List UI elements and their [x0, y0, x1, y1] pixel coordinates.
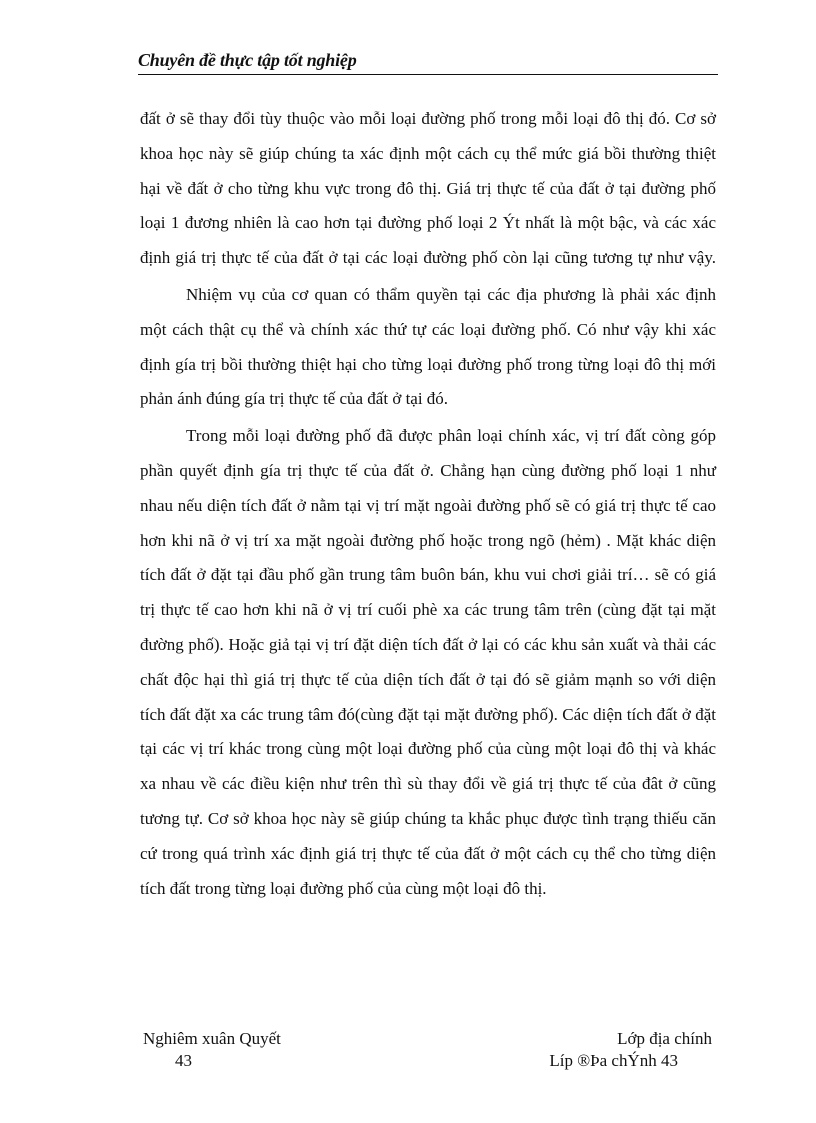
- paragraph-1: đất ở sẽ thay đổi tùy thuộc vào mỗi loại đường phố trong mỗi loại đô thị đó. Cơ sở khoa học này sẽ giúp chúng ta xác định một cách cụ thể mức giá bồi thường thiệt hại về đất ở cho từng khu vực trong đô thị. Giá trị thực tế của đất ở tại đường phố loại 1 đương nhiên là cao hơn tại đường phố loại 2 Ýt nhất là một bậc, và các xác định giá trị thực tế của đất ở tại các loại đường phố còn lại cũng tương tự như vậy.: [140, 109, 716, 268]
- footer-page-number: 43: [175, 1051, 192, 1070]
- page-header-title: Chuyên đề thực tập tốt nghiệp: [138, 50, 357, 70]
- paragraph-3: Trong mỗi loại đường phố đã được phân loại chính xác, vị trí đất còng góp phần quyết định gía trị thực tế của đất ở. Chẳng hạn cùng đường phố loại 1 như nhau nếu diện tích đất ở nằm tại vị trí mặt ngoài đường phố sẽ có giá trị thực tế cao hơn khi nã ở vị trí xa mặt ngoài đường phố hoặc trong ngõ (hẻm) . Mặt khác diện tích đất ở đặt tại đầu phố gần trung tâm buôn bán, khu vui chơi giải trí… sẽ có giá trị thực tế cao hơn khi nã ở vị trí cuối phè xa các trung tâm trên (cùng đặt tại mặt đường phố). Hoặc giả tại vị trí đặt diện tích đất ở lại có các khu sản xuất và thải các chất độc hại thì giá trị thực tế của diện tích đất ở tại đó sẽ giảm mạnh so với diện tích đất đặt xa các trung tâm đó(cùng đặt tại mặt đường phố). Các diện tích đất ở đặt tại các vị trí khác trong cùng một loại đường phố của cùng một loại đô thị và khác xa nhau về các điều kiện như trên thì sù thay đổi về giá trị thực tế của đât ở cũng tương tự. Cơ sở khoa học này sẽ giúp chúng ta khắc phục được tình trạng thiếu căn cứ trong quá trình xác định giá trị thực tế của đất ở một cách cụ thể cho từng diện tích đất trong từng loại đường phố của cùng một loại đô thị.: [140, 426, 716, 898]
- paragraph-2: Nhiệm vụ của cơ quan có thẩm quyền tại các địa phương là phải xác định một cách thật cụ thể và chính xác thứ tự các loại đường phố. Có như vậy khi xác định gía trị bồi thường thiệt hại cho từng loại đường phố trong từng loại đô thị mới phản ánh đúng gía trị thực tế của đất ở tại đó.: [140, 284, 716, 409]
- header-divider: [138, 74, 718, 75]
- body-text: [140, 102, 716, 906]
- footer-author: Nghiêm xuân Quyết: [143, 1029, 281, 1048]
- footer-class-name: Lớp địa chính: [617, 1029, 712, 1048]
- footer-class-page: Líp ®Þa chÝnh 43: [549, 1051, 678, 1070]
